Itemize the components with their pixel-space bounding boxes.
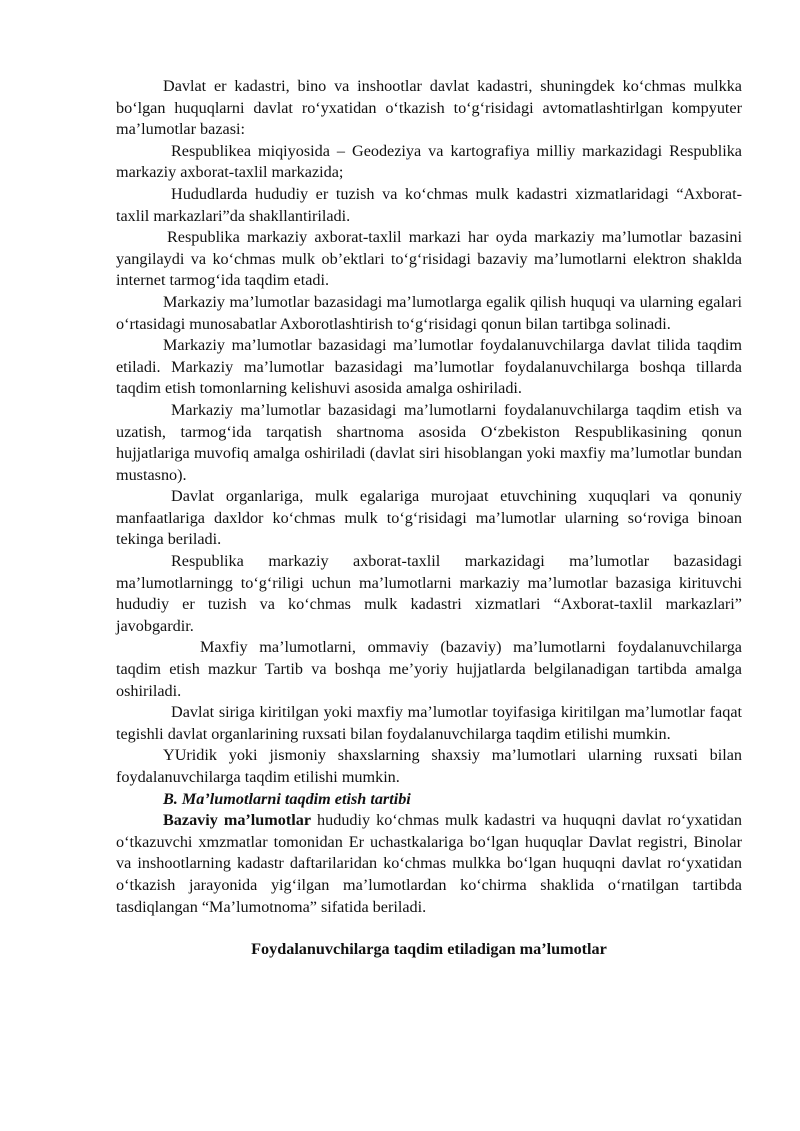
closing-title: Foydalanuvchilarga taqdim etiladigan ma’lumotlar xyxy=(251,940,607,959)
paragraph: Davlat organlariga, mulk egalariga murojaat etuvchining xuquqlari va qonuniy manfaatlariga daxldor ko‘chmas mulk to‘g‘risidagi ma’lumotlar ularning so‘roviga binoan tekinga beriladi. xyxy=(116,487,742,549)
paragraph: Maxfiy ma’lumotlarni, ommaviy (bazaviy) ma’lumotlarni foydalanuvchilarga taqdim etish mazkur Tartib va boshqa me’yoriy hujjatlarda belgilanadigan tartibda amalga oshiriladi. xyxy=(116,638,742,700)
paragraph: Respublika markaziy axborat-taxlil markazi har oyda markaziy ma’lumotlar bazasini yangilaydi va ko‘chmas mulk ob’ektlari to‘g‘risidagi bazaviy ma’lumotlarni elektron shaklda internet tarmog‘ida taqdim etadi. xyxy=(116,228,742,290)
paragraph: Hududlarda hududiy er tuzish va ko‘chmas mulk kadastri xizmatlaridagi “Axborat-taxlil markazlari”da shakllantiriladi. xyxy=(116,184,742,225)
paragraph: Respublika markaziy axborat-taxlil markazidagi ma’lumotlar bazasidagi ma’lumotlarningg to‘g‘riligi uchun ma’lumotlarni markaziy ma’lumotlar bazasiga kirituvchi hududiy er tuzish va ko‘chmas mulk kadastri xizmatlari “Axborat-taxlil markazlari” javobgardir. xyxy=(116,552,742,635)
bold-lead: Bazaviy ma’lumotlar xyxy=(163,811,312,830)
final-paragraph xyxy=(116,810,742,918)
paragraph: Davlat siriga kiritilgan yoki maxfiy ma’lumotlar toyifasiga kiritilgan ma’lumotlar faqat tegishli davlat organlarining ruxsati bilan foydalanuvchilarga taqdim etilishi mumkin. xyxy=(116,703,742,743)
paragraph: YUridik yoki jismoniy shaxslarning shaxsiy ma’lumotlari ularning ruxsati bilan foydalanuvchilarga taqdim etilishi mumkin. xyxy=(116,746,742,786)
paragraph: Markaziy ma’lumotlar bazasidagi ma’lumotlar foydalanuvchilarga davlat tilida taqdim etiladi. Markaziy ma’lumotlar bazasidagi ma’lumotlar foydalanuvchilarga boshqa tillarda taqdim etish tomonlarning kelishuvi asosida amalga oshiriladi. xyxy=(116,336,742,398)
section-heading: B. Ma’lumotlarni taqdim etish tartibi xyxy=(163,789,411,808)
document-page xyxy=(116,76,742,961)
paragraph: Davlat er kadastri, bino va inshootlar davlat kadastri, shuningdek ko‘chmas mulkka bo‘lgan huquqlarni davlat ro‘yxatidan o‘tkazish to‘g‘risidagi avtomatlashtirlgan kompyuter ma’lumotlar bazasi: xyxy=(116,77,742,139)
paragraph: Respublikea miqiyosida – Geodeziya va kartografiya milliy markazidagi Respublika markaziy axborat-taxlil markazida; xyxy=(116,141,742,182)
final-paragraph-text: hududiy ko‘chmas mulk kadastri va huquqni davlat ro‘yxatidan o‘tkazuvchi xmzmatlar tomonidan Er uchastkalariga bo‘lgan huquqlar Davlat registri, Binolar va inshootlarning kadastr daftarilaridan ko‘chmas mulkka bo‘lgan huquqni davlat ro‘yxatidan o‘tkazish jarayonida yig‘ilgan ma’lumotlardan ko‘chirma shaklida o‘rnatilgan tartibda tasdiqlangan “Ma’lumotnoma” sifatida beriladi. xyxy=(116,811,742,916)
paragraph: Markaziy ma’lumotlar bazasidagi ma’lumotlarga egalik qilish huquqi va ularning egalari o‘rtasidagi munosabatlar Axborotlashtirish to‘g‘risidagi qonun bilan tartibga solinadi. xyxy=(116,292,742,333)
paragraph: Markaziy ma’lumotlar bazasidagi ma’lumotlarni foydalanuvchilarga taqdim etish va uzatish, tarmog‘ida tarqatish shartnoma asosida O‘zbekiston Respublikasining qonun hujjatlariga muvofiq amalga oshiriladi (davlat siri hisoblangan yoki maxfiy ma’lumotlar bundan mustasno). xyxy=(116,400,742,484)
